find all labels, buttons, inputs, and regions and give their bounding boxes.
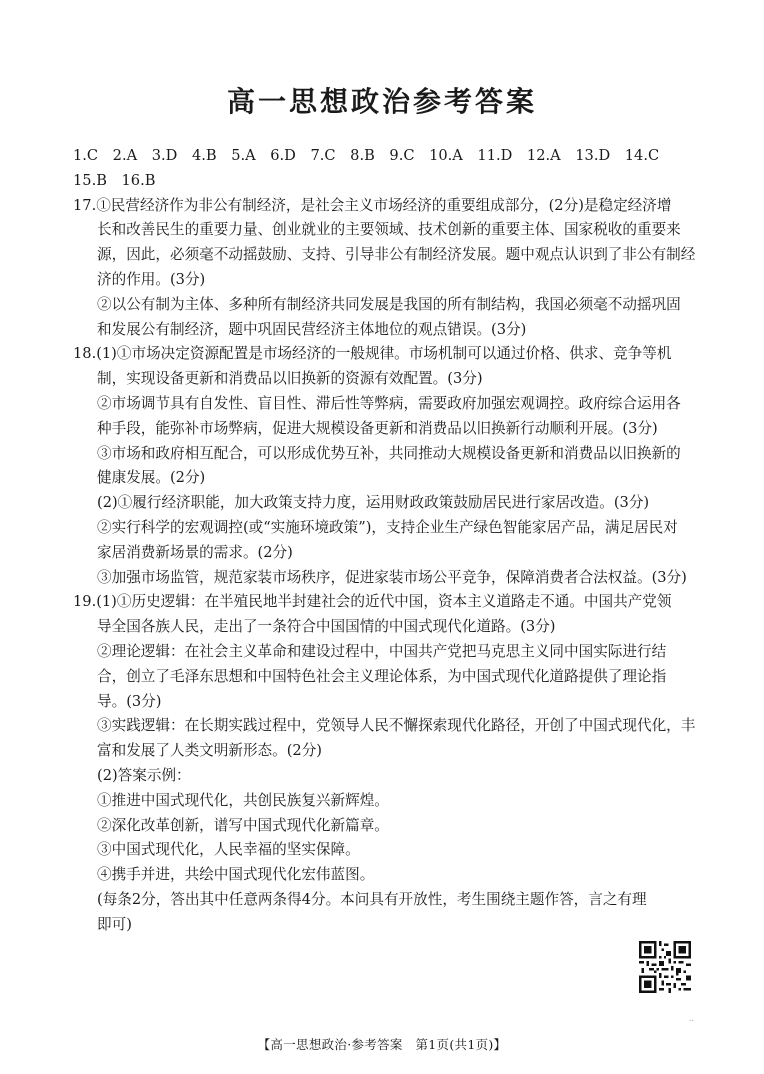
answer-line: 19.(1)①历史逻辑：在半殖民地半封建社会的近代中国，资本主义道路走不通。中国共产党领 <box>73 593 672 611</box>
page-footer: 【高一思想政治·参考答案 第1页(共1页)】 <box>257 1037 507 1052</box>
answer-line: 制，实现设备更新和消费品以旧换新的资源有效配置。(3分) <box>97 370 483 388</box>
answer-line: ③市场和政府相互配合，可以形成优势互补，共同推动大规模设备更新和消费品以旧换新的 <box>97 444 681 462</box>
answer-line: ②市场调节具有自发性、盲目性、滞后性等弊病，需要政府加强宏观调控。政府综合运用各 <box>97 394 681 412</box>
answer-line: 18.(1)①市场决定资源配置是市场经济的一般规律。市场机制可以通过价格、供求、竞争等机 <box>73 345 672 363</box>
answer-line: 即可) <box>97 915 132 933</box>
answer-line: 17.①民营经济作为非公有制经济，是社会主义市场经济的重要组成部分，(2分)是稳定经济增 <box>73 196 672 214</box>
answer-line: ④携手并进，共绘中国式现代化宏伟蓝图。 <box>97 866 375 884</box>
answer-line: (每条2分，答出其中任意两条得4分。本问具有开放性，考生围绕主题作答，言之有理 <box>97 890 647 908</box>
answer-line: 富和发展了人类文明新形态。(2分) <box>97 742 322 760</box>
answer-line: 合，创立了毛泽东思想和中国特色社会主义理论体系，为中国式现代化道路提供了理论指 <box>97 667 667 685</box>
answer-line: ②深化改革创新，谱写中国式现代化新篇章。 <box>97 816 389 834</box>
answer-line: 导。(3分) <box>97 692 162 710</box>
answer-line: 种手段，能弥补市场弊病，促进大规模设备更新和消费品以旧换新行动顺利开展。(3分) <box>97 419 658 437</box>
answer-line: ③加强市场监管，规范家装市场秩序，促进家装市场公平竞争，保障消费者合法权益。(3分) <box>97 568 687 586</box>
answer-line: 家居消费新场景的需求。(2分) <box>97 543 293 561</box>
answer-line: 济的作用。(3分) <box>97 270 206 288</box>
qr-code-icon <box>639 941 691 993</box>
answer-line: 和发展公有制经济，题中巩固民营经济主体地位的观点错误。(3分) <box>97 320 527 338</box>
answer-line: 源，因此，必须毫不动摇鼓励、支持、引导非公有制经济发展。题中观点认识到了非公有制经 <box>97 246 696 264</box>
answer-line: ②理论逻辑：在社会主义革命和建设过程中，中国共产党把马克思主义同中国实际进行结 <box>97 642 667 660</box>
answer-line: ②实行科学的宏观调控(或“实施环境政策”)，支持企业生产绿色智能家居产品，满足居民对 <box>97 518 678 536</box>
answer-line: ③实践逻辑：在长期实践过程中，党领导人民不懈探索现代化路径，开创了中国式现代化，丰 <box>97 717 696 735</box>
answer-line: ①推进中国式现代化，共创民族复兴新辉煌。 <box>97 791 389 809</box>
answer-line: 长和改善民生的重要力量、创业就业的主要领域、技术创新的重要主体、国家税收的重要来 <box>97 221 681 239</box>
answer-line: 1.C 2.A 3.D 4.B 5.A 6.D 7.C 8.B 9.C 10.A 11.D 12.A 13.D 14.C <box>73 147 660 164</box>
answer-line: (2)①履行经济职能，加大政策支持力度，运用财政政策鼓励居民进行家居改造。(3分) <box>97 494 650 512</box>
answer-line: (2)答案示例： <box>97 766 191 784</box>
answer-body <box>73 144 698 938</box>
answer-line: 15.B 16.B <box>73 171 156 189</box>
answer-line: ②以公有制为主体、多种所有制经济共同发展是我国的所有制结构，我国必须毫不动摇巩固 <box>97 295 681 313</box>
answer-line: 导全国各族人民，走出了一条符合中国国情的中国式现代化道路。(3分) <box>97 618 556 636</box>
page-title: 高一思想政治参考答案 <box>226 85 537 118</box>
answer-line: 健康发展。(2分) <box>97 469 206 487</box>
corner-mark: .. <box>688 1014 694 1023</box>
answer-line: ③中国式现代化，人民幸福的坚实保障。 <box>97 841 360 859</box>
